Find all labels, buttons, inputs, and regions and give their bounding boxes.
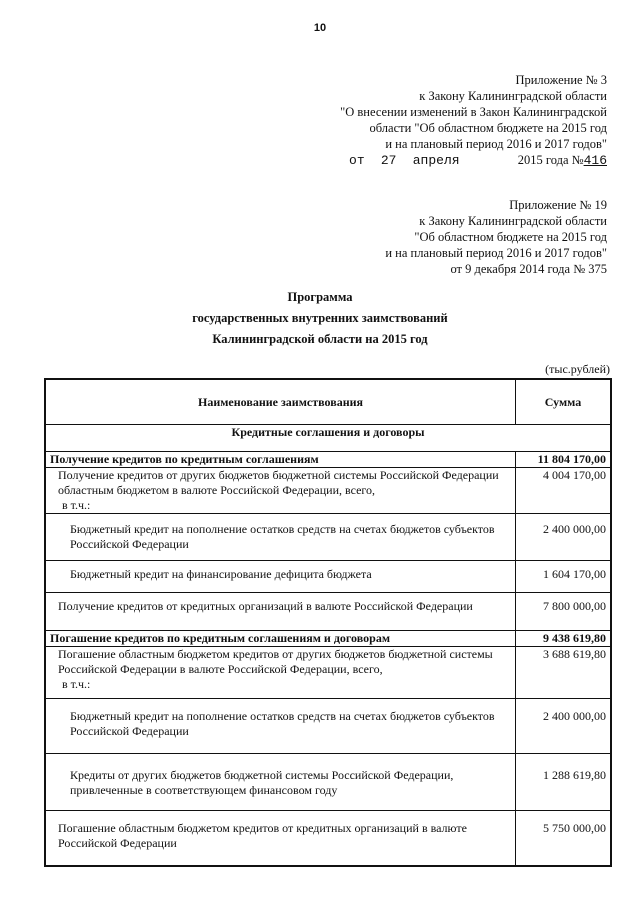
- row-name: [45, 468, 516, 514]
- table-row: [45, 811, 611, 867]
- table-row: [45, 514, 611, 561]
- row-sum: 2 400 000,00: [516, 699, 612, 754]
- title-line3: Калининградской области на 2015 год: [212, 332, 428, 346]
- row-sum: 4 004 170,00: [516, 468, 612, 514]
- row-name-text: Получение кредитов от других бюджетов бюджетной системы Российской Федерации областным бюджетом в валюте Российской Федерации, всего,: [58, 468, 499, 497]
- row-sum: 11 804 170,00: [516, 452, 612, 468]
- date-month: апреля: [412, 153, 460, 168]
- header-sum: Сумма: [516, 379, 612, 425]
- appendix-19-line5: от 9 декабря 2014 года № 375: [450, 262, 607, 276]
- row-name: Получение кредитов от кредитных организаций в валюте Российской Федерации: [45, 593, 516, 631]
- table-row: [45, 561, 611, 593]
- appendix-3-line2: к Закону Калининградской области: [419, 89, 607, 103]
- row-sum: 3 688 619,80: [516, 647, 612, 699]
- document-title: [0, 287, 640, 350]
- row-sum: 1 288 619,80: [516, 754, 612, 811]
- section-row: [45, 425, 611, 452]
- appendix-3-date-line: [340, 152, 607, 169]
- row-name: [45, 647, 516, 699]
- appendix-3-header: [340, 72, 607, 169]
- row-name: Погашение областным бюджетом кредитов от кредитных организаций в валюте Российской Федерации: [45, 811, 516, 867]
- header-name: Наименование заимствования: [45, 379, 516, 425]
- date-prefix: от: [349, 153, 365, 168]
- page-number: 10: [313, 22, 327, 34]
- appendix-19-line1: Приложение № 19: [509, 198, 607, 212]
- row-name-text: Погашение областным бюджетом кредитов от других бюджетов бюджетной системы Российской Федерации в валюте Российской Федерации, всего,: [58, 647, 493, 676]
- table-row: [45, 593, 611, 631]
- table-row: [45, 647, 611, 699]
- appendix-19-line3: "Об областном бюджете на 2015 год: [414, 230, 607, 244]
- units-label: (тыс.рублей): [545, 362, 610, 376]
- appendix-19-line2: к Закону Калининградской области: [419, 214, 607, 228]
- appendix-19-line4: и на плановый период 2016 и 2017 годов": [385, 246, 607, 260]
- appendix-3-line1: Приложение № 3: [515, 73, 607, 87]
- row-sum: 5 750 000,00: [516, 811, 612, 867]
- title-line1: Программа: [287, 290, 353, 304]
- appendix-19-header: [385, 197, 607, 277]
- row-name: Погашение кредитов по кредитным соглашениям и договорам: [45, 631, 516, 647]
- table-row: [45, 631, 611, 647]
- row-incl: в т.ч.:: [62, 498, 91, 512]
- table-row: [45, 699, 611, 754]
- row-name: Бюджетный кредит на пополнение остатков средств на счетах бюджетов субъектов Российской Федерации: [45, 699, 516, 754]
- row-sum: 7 800 000,00: [516, 593, 612, 631]
- section-title: Кредитные соглашения и договоры: [45, 425, 611, 452]
- table-row: [45, 468, 611, 514]
- appendix-3-line5: и на плановый период 2016 и 2017 годов": [385, 137, 607, 151]
- borrowings-table: [44, 378, 612, 867]
- date-day: 27: [380, 153, 397, 168]
- row-name: Кредиты от других бюджетов бюджетной системы Российской Федерации, привлеченные в соответствующем финансовом году: [45, 754, 516, 811]
- row-sum: 2 400 000,00: [516, 514, 612, 561]
- row-name: Бюджетный кредит на финансирование дефицита бюджета: [45, 561, 516, 593]
- appendix-3-line3: "О внесении изменений в Закон Калининградской: [340, 105, 607, 119]
- row-name: Получение кредитов по кредитным соглашениям: [45, 452, 516, 468]
- date-year: 2015 года №: [517, 153, 584, 167]
- table-header-row: [45, 379, 611, 425]
- title-line2: государственных внутренних заимствований: [192, 311, 448, 325]
- table-row: [45, 754, 611, 811]
- table-row: [45, 452, 611, 468]
- row-sum: 9 438 619,80: [516, 631, 612, 647]
- row-name: Бюджетный кредит на пополнение остатков средств на счетах бюджетов субъектов Российской Федерации: [45, 514, 516, 561]
- row-incl: в т.ч.:: [62, 677, 91, 691]
- row-sum: 1 604 170,00: [516, 561, 612, 593]
- appendix-3-line4: области "Об областном бюджете на 2015 год: [369, 121, 607, 135]
- date-number: 416: [583, 153, 607, 168]
